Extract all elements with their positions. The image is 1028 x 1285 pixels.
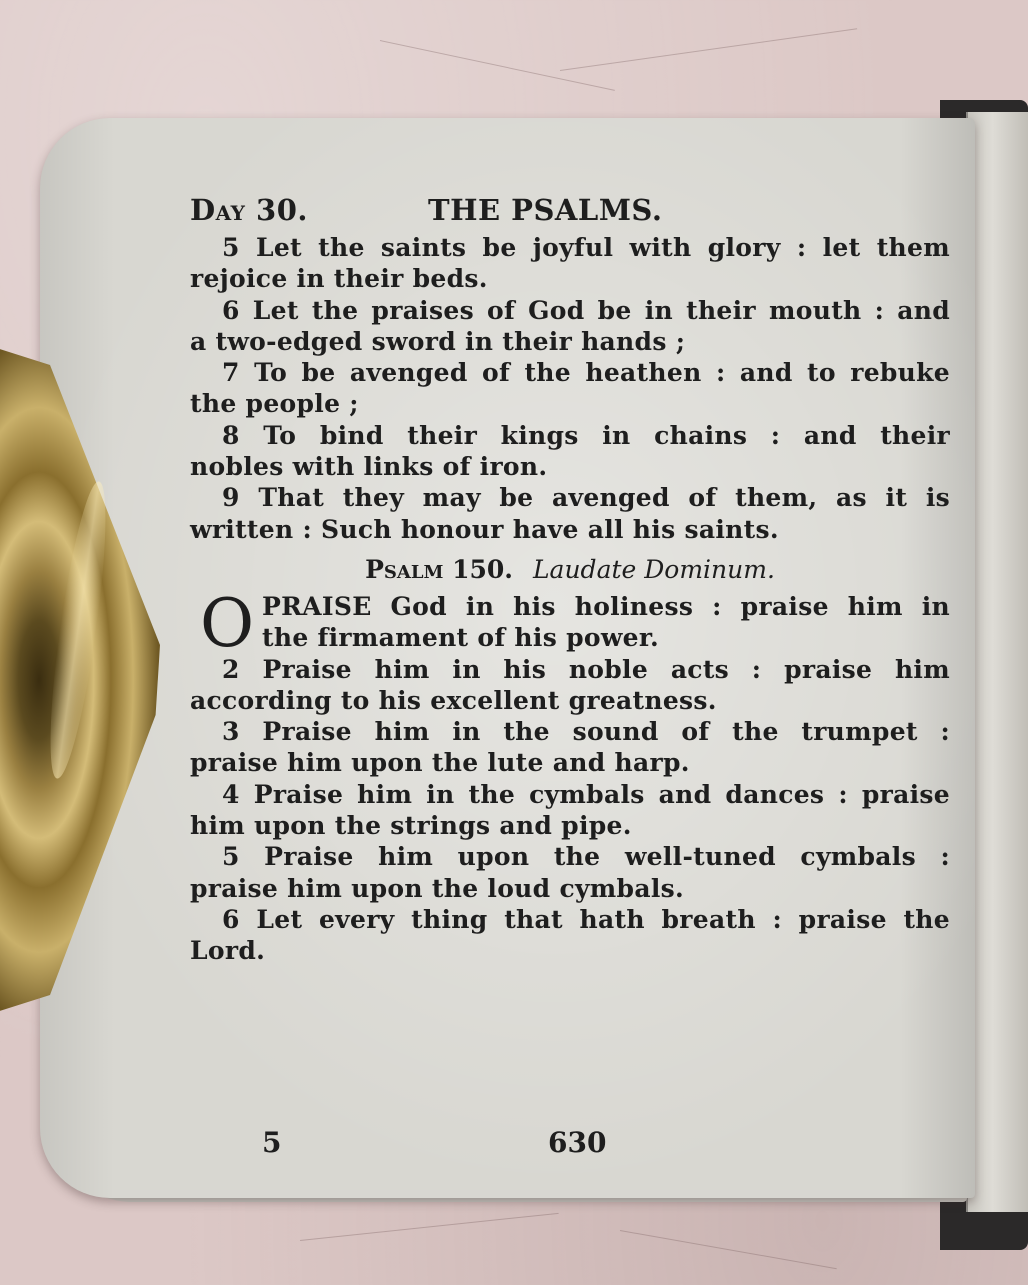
verse-1	[190, 584, 950, 662]
signature-mark: 5	[262, 1126, 282, 1159]
book-title: THE PSALMS.	[428, 193, 663, 227]
marble-vein	[560, 28, 857, 71]
verse-line: PRAISE God in his holiness : praise him in	[262, 591, 950, 621]
verse-line: Lord.	[190, 936, 266, 966]
verse-line: 3 Praise him in the sound of the trumpet :	[222, 717, 950, 747]
verse-line: written : Such honour have all his saints.	[190, 514, 779, 544]
verse-line: rejoice in their beds.	[190, 264, 488, 294]
verse-line: him upon the strings and pipe.	[190, 811, 632, 841]
verse-line: 8 To bind their kings in chains : and their	[222, 420, 950, 450]
marble-vein	[620, 1230, 837, 1269]
verse-line: a two-edged sword in their hands ;	[190, 326, 686, 356]
drop-cap: O	[200, 584, 255, 662]
running-head	[190, 188, 950, 232]
verse-line: the people ;	[190, 389, 359, 419]
verse-line: 6 Let every thing that hath breath : praise the	[222, 904, 950, 934]
psalm-150-verses	[190, 654, 950, 967]
page-text	[190, 188, 950, 967]
verse-line: 4 Praise him in the cymbals and dances : praise	[222, 779, 950, 809]
psalm-number: Psalm 150.	[365, 554, 513, 584]
psalm-latin-title: Laudate Dominum.	[532, 554, 775, 584]
verse-line: nobles with links of iron.	[190, 452, 548, 482]
verse-line: 9 That they may be avenged of them, as it is	[222, 483, 950, 513]
verse-line: 5 Praise him upon the well-tuned cymbals :	[222, 842, 950, 872]
marble-vein	[300, 1213, 559, 1241]
psalm-149-verses	[190, 232, 950, 545]
verse-line: praise him upon the lute and harp.	[190, 748, 690, 778]
marble-vein	[380, 40, 615, 91]
verse-line: according to his excellent greatness.	[190, 685, 717, 715]
day-label: Day 30.	[190, 193, 308, 227]
verse-line: 5 Let the saints be joyful with glory : let them	[222, 233, 950, 262]
verse-line: praise him upon the loud cymbals.	[190, 873, 684, 903]
verse-line: 6 Let the praises of God be in their mouth : and	[222, 295, 950, 325]
page-number: 630	[548, 1126, 607, 1159]
verse-line: 2 Praise him in his noble acts : praise him	[222, 654, 950, 684]
verse-line: the firmament of his power.	[262, 623, 660, 653]
psalm-heading	[190, 555, 950, 585]
page-edge	[966, 112, 1028, 1212]
verse-line: 7 To be avenged of the heathen : and to rebuke	[222, 358, 950, 388]
